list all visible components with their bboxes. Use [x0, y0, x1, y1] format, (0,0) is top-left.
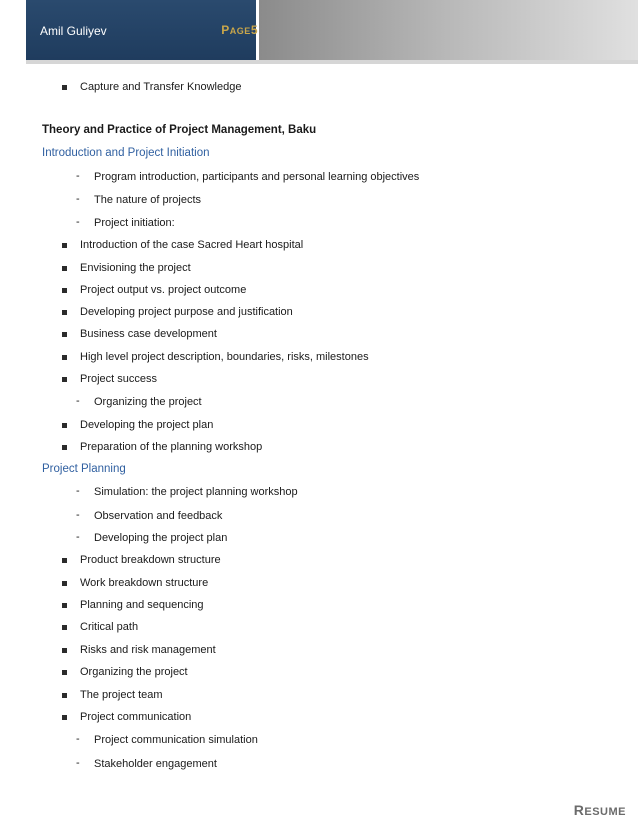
bullet-marker-icon: [62, 377, 67, 382]
bullet-marker-icon: [62, 648, 67, 653]
dash-marker: -: [76, 216, 80, 228]
header-underline: [26, 60, 638, 64]
list-item: Envisioning the project: [80, 262, 191, 274]
resume-footer: [574, 802, 626, 818]
sub-list-item: Stakeholder engagement: [94, 758, 217, 770]
dash-marker: -: [76, 509, 80, 521]
list-item: Organizing the project: [80, 666, 188, 678]
bullet-marker-icon: [62, 625, 67, 630]
dash-marker: -: [76, 757, 80, 769]
footer-first-letter: R: [573, 802, 585, 818]
bullet-marker-icon: [62, 693, 67, 698]
list-item: Risks and risk management: [80, 644, 216, 656]
sub-list-item: Project communication simulation: [94, 734, 258, 746]
list-item: Developing the project plan: [80, 419, 214, 431]
bullet-marker-icon: [62, 266, 67, 271]
bullet-marker-icon: [62, 85, 67, 90]
bullet-marker-icon: [62, 445, 67, 450]
bullet-marker-icon: [62, 581, 67, 586]
dash-marker: -: [76, 485, 80, 497]
dash-marker: -: [76, 193, 80, 205]
bullet-marker-icon: [62, 423, 67, 428]
bullet-marker-icon: [62, 670, 67, 675]
list-item: High level project description, boundaries, risks, milestones: [80, 351, 369, 363]
bullet-marker-icon: [62, 355, 67, 360]
dash-marker: -: [76, 170, 80, 182]
sub-list-item: Project initiation:: [94, 217, 175, 229]
bullet-marker-icon: [62, 558, 67, 563]
bullet-marker-icon: [62, 310, 67, 315]
sub-list-item: Program introduction, participants and personal learning objectives: [94, 171, 420, 183]
dash-marker: -: [76, 531, 80, 543]
subsection-heading: Project Planning: [42, 463, 126, 475]
sub-list-item: Developing the project plan: [94, 532, 228, 544]
sub-list-item: Observation and feedback: [94, 510, 223, 522]
list-item: Project communication: [80, 711, 192, 723]
list-item: Work breakdown structure: [80, 577, 209, 589]
list-item: The project team: [80, 689, 163, 701]
bullet-marker-icon: [62, 288, 67, 293]
bullet-marker-icon: [62, 715, 67, 720]
bullet-marker-icon: [62, 603, 67, 608]
page-number: 5: [250, 23, 258, 37]
header-gray-panel: [256, 0, 638, 60]
list-item: Introduction of the case Sacred Heart hospital: [80, 239, 304, 251]
bullet-marker-icon: [62, 243, 67, 248]
dash-marker: -: [76, 733, 80, 745]
list-item: Planning and sequencing: [80, 599, 204, 611]
page-header: [26, 0, 638, 64]
page-prefix: P: [221, 23, 230, 37]
dash-marker: -: [76, 395, 80, 407]
page-rest: AGE: [229, 26, 251, 36]
list-item: Preparation of the planning workshop: [80, 441, 263, 453]
list-item: Business case development: [80, 328, 217, 340]
list-item: Project success: [80, 373, 158, 385]
bullet-marker-icon: [62, 332, 67, 337]
section-heading: Theory and Practice of Project Management, Baku: [42, 124, 317, 136]
subsection-heading: Introduction and Project Initiation: [42, 147, 210, 159]
footer-rest: ESUME: [584, 806, 626, 818]
sub-list-item: Organizing the project: [94, 396, 202, 408]
page-number-label: [221, 23, 258, 37]
list-item: Developing project purpose and justification: [80, 306, 293, 318]
sub-list-item: Simulation: the project planning workshop: [94, 486, 298, 498]
list-item: Project output vs. project outcome: [80, 284, 247, 296]
author-name: Amil Guliyev: [40, 24, 107, 38]
list-item: Product breakdown structure: [80, 554, 221, 566]
list-item: Capture and Transfer Knowledge: [80, 81, 242, 93]
list-item: Critical path: [80, 621, 139, 633]
sub-list-item: The nature of projects: [94, 194, 202, 206]
